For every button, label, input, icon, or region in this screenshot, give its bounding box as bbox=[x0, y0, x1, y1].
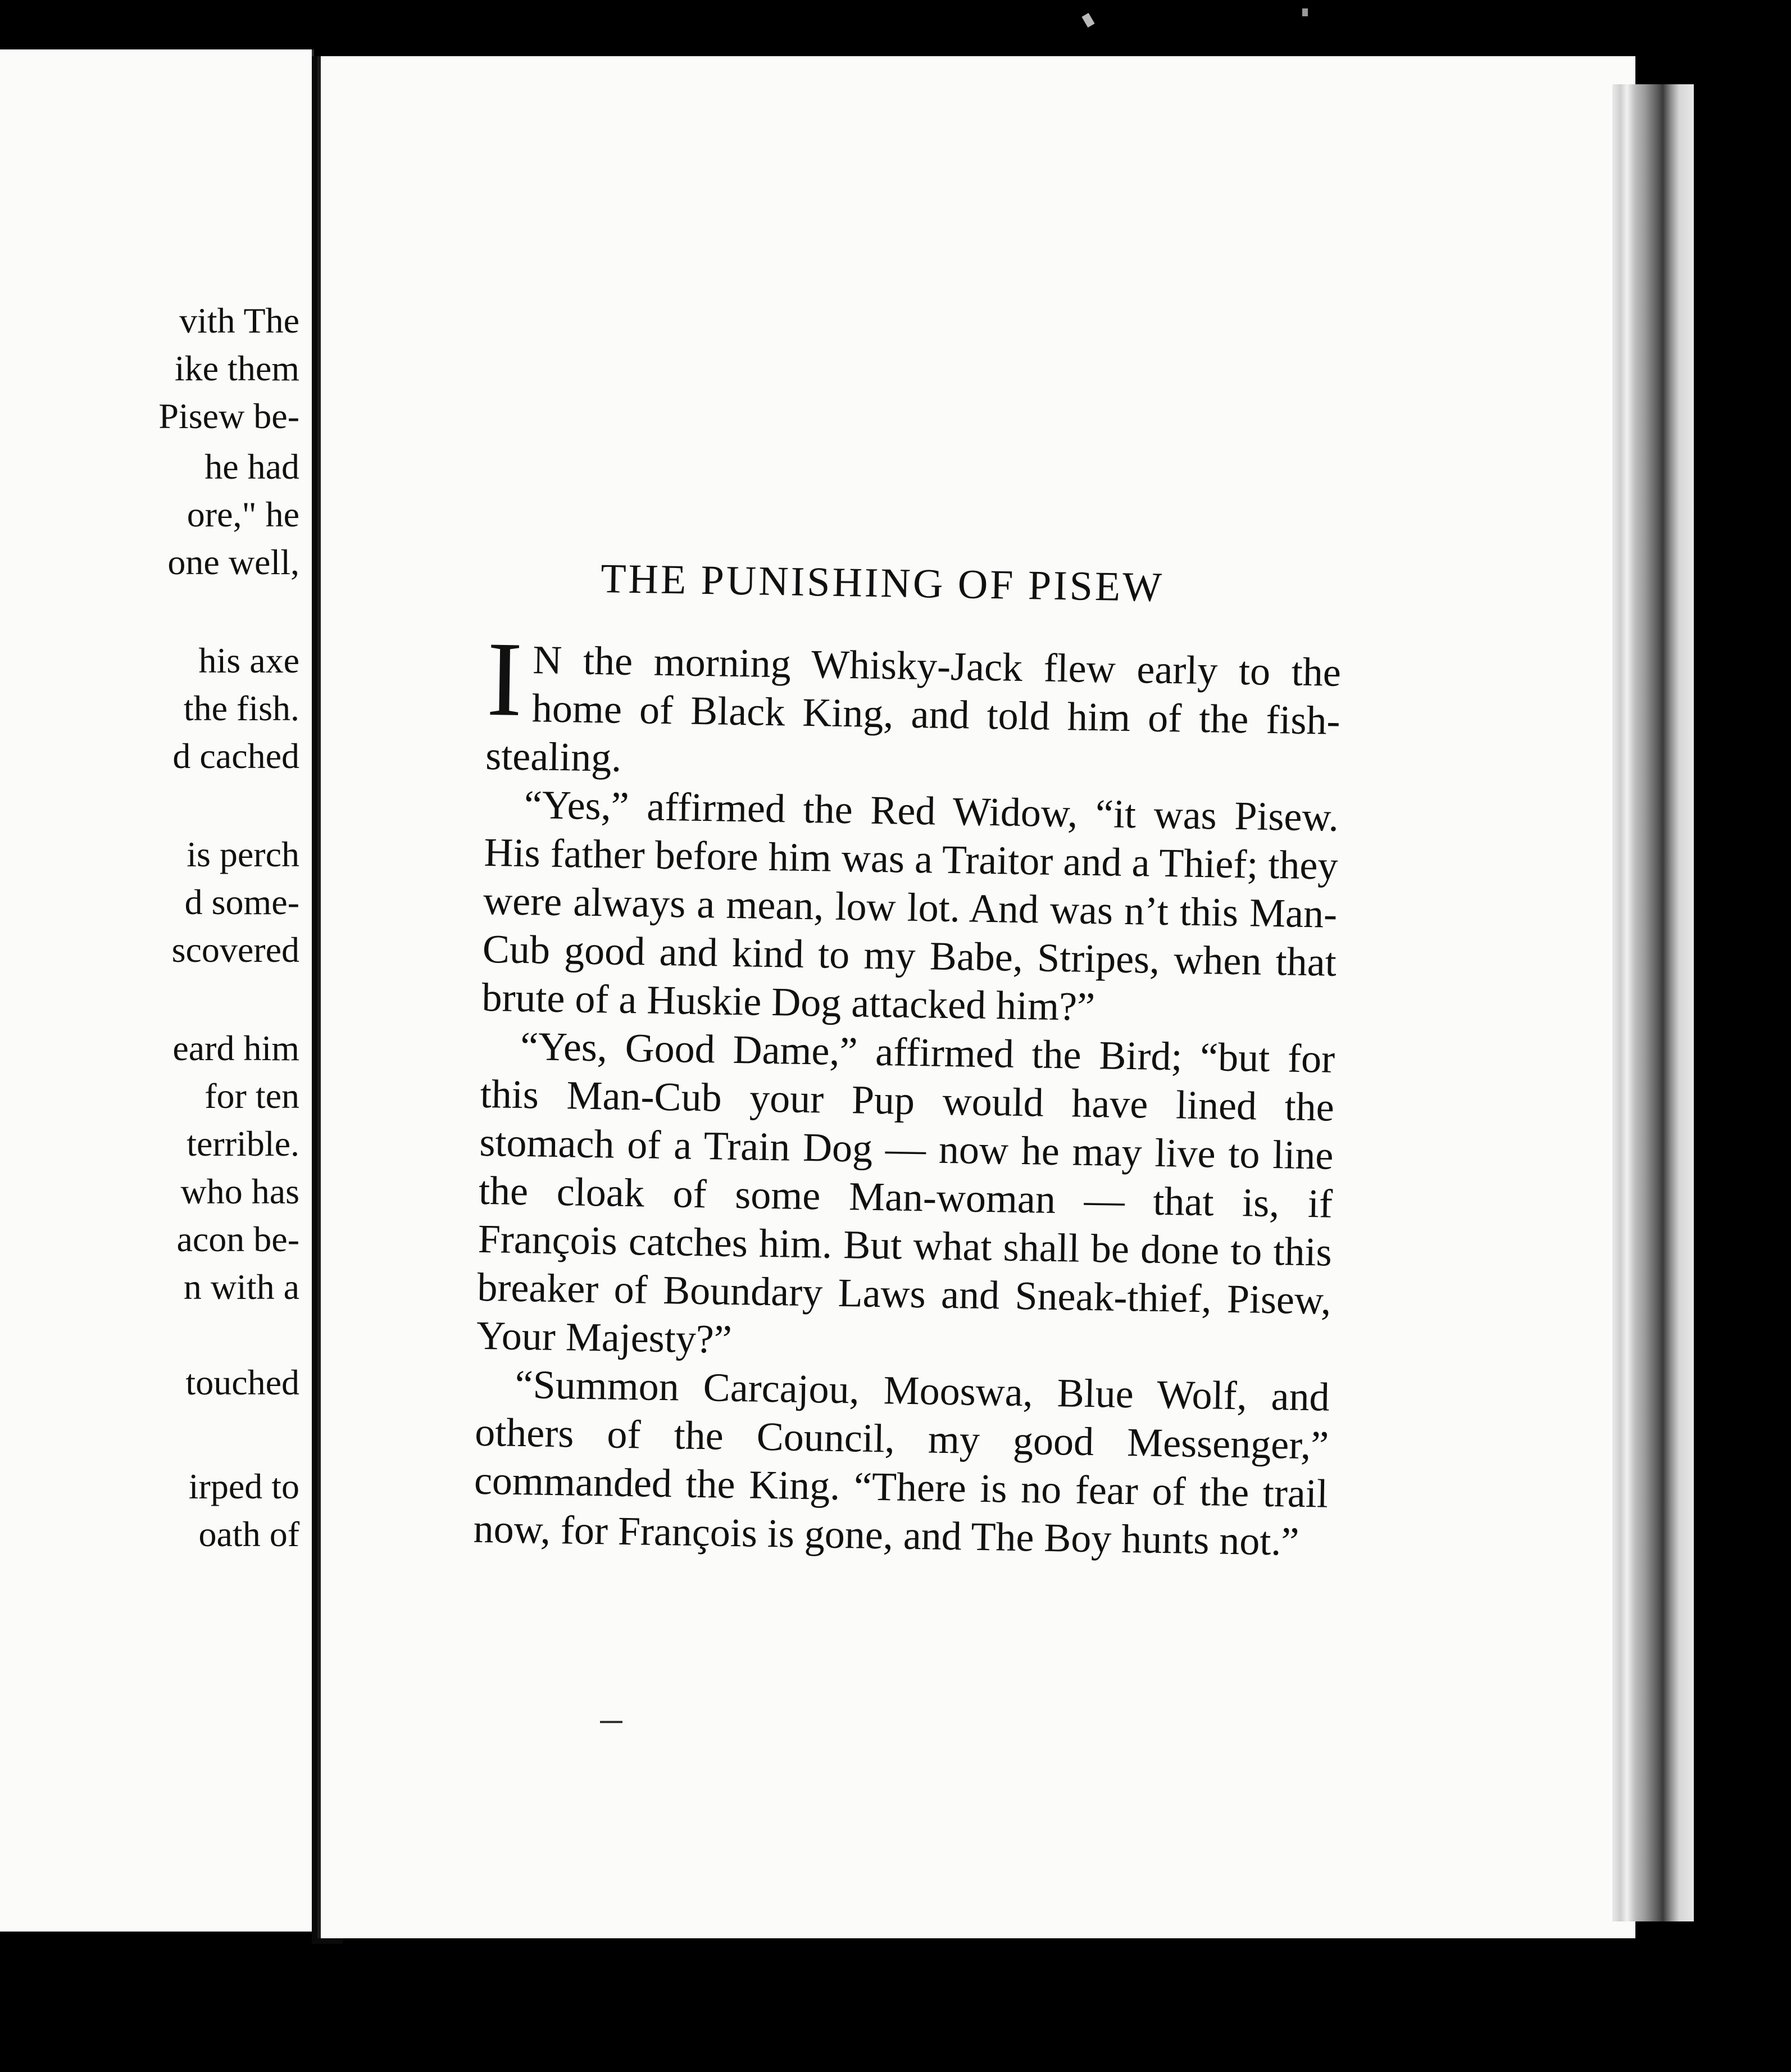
left-line: n with a bbox=[183, 1267, 299, 1307]
left-line: Pisew be- bbox=[158, 396, 299, 436]
paragraph: “Summon Carcajou, Mooswa, Blue Wolf, and others of the Council, my good Messenger,” commanded the King. “There is no fear of the trail now, for François is gone, and The Boy hunts not.” bbox=[473, 1361, 1330, 1564]
left-line: oath of bbox=[198, 1514, 299, 1554]
paragraph: “Yes,” affirmed the Red Widow, “it was Pisew. His father before him was a Traitor and a Thief; they were always a mean, low lot. And was n’t this Man-Cub good and kind to my Babe, Stripes, when that brute of a Huskie Dog attacked him?” bbox=[481, 782, 1339, 1030]
left-line: his axe bbox=[198, 640, 299, 680]
chapter-content bbox=[473, 553, 1343, 1566]
left-line: eard him bbox=[172, 1028, 299, 1068]
left-line: d cached bbox=[172, 736, 299, 776]
left-line: d some- bbox=[184, 882, 299, 922]
drop-cap: I bbox=[485, 620, 524, 739]
scan-speck bbox=[1081, 13, 1094, 28]
chapter-title: THE PUNISHING OF PISEW bbox=[600, 556, 1165, 611]
page-edge bbox=[1612, 84, 1694, 1921]
scan-speck bbox=[1302, 8, 1308, 16]
left-line: one well, bbox=[167, 542, 299, 582]
left-page bbox=[0, 49, 314, 1932]
left-line: acon be- bbox=[176, 1219, 299, 1259]
left-line: the fish. bbox=[183, 688, 299, 728]
left-line: is perch bbox=[187, 834, 299, 874]
paragraph: “Yes, Good Dame,” affirmed the Bird; “but for this Man-Cub your Pup would have lined the stomach of a Train Dog — now he may live to line the cloak of some Man-woman — that is, if François catches him. But what shall be done to this breaker of Boundary Laws and Sneak-thief, Pisew, Your Majesty?” bbox=[476, 1023, 1335, 1362]
paragraph bbox=[485, 620, 1342, 793]
left-line: who has bbox=[180, 1171, 299, 1211]
left-line: ore," he bbox=[187, 494, 299, 534]
left-line: he had bbox=[204, 447, 299, 487]
left-line: vith The bbox=[179, 301, 299, 340]
left-line: for ten bbox=[204, 1076, 299, 1116]
scan-speck bbox=[600, 1721, 622, 1723]
left-line: irped to bbox=[188, 1466, 299, 1506]
left-line: scovered bbox=[171, 930, 299, 970]
left-line: ike them bbox=[174, 348, 299, 388]
left-line: terrible. bbox=[187, 1124, 299, 1164]
paragraph-text: N the morning Whisky-Jack flew early to the home of Black King, and told him of the fish-stealing. bbox=[485, 637, 1342, 780]
left-line: touched bbox=[185, 1362, 299, 1402]
